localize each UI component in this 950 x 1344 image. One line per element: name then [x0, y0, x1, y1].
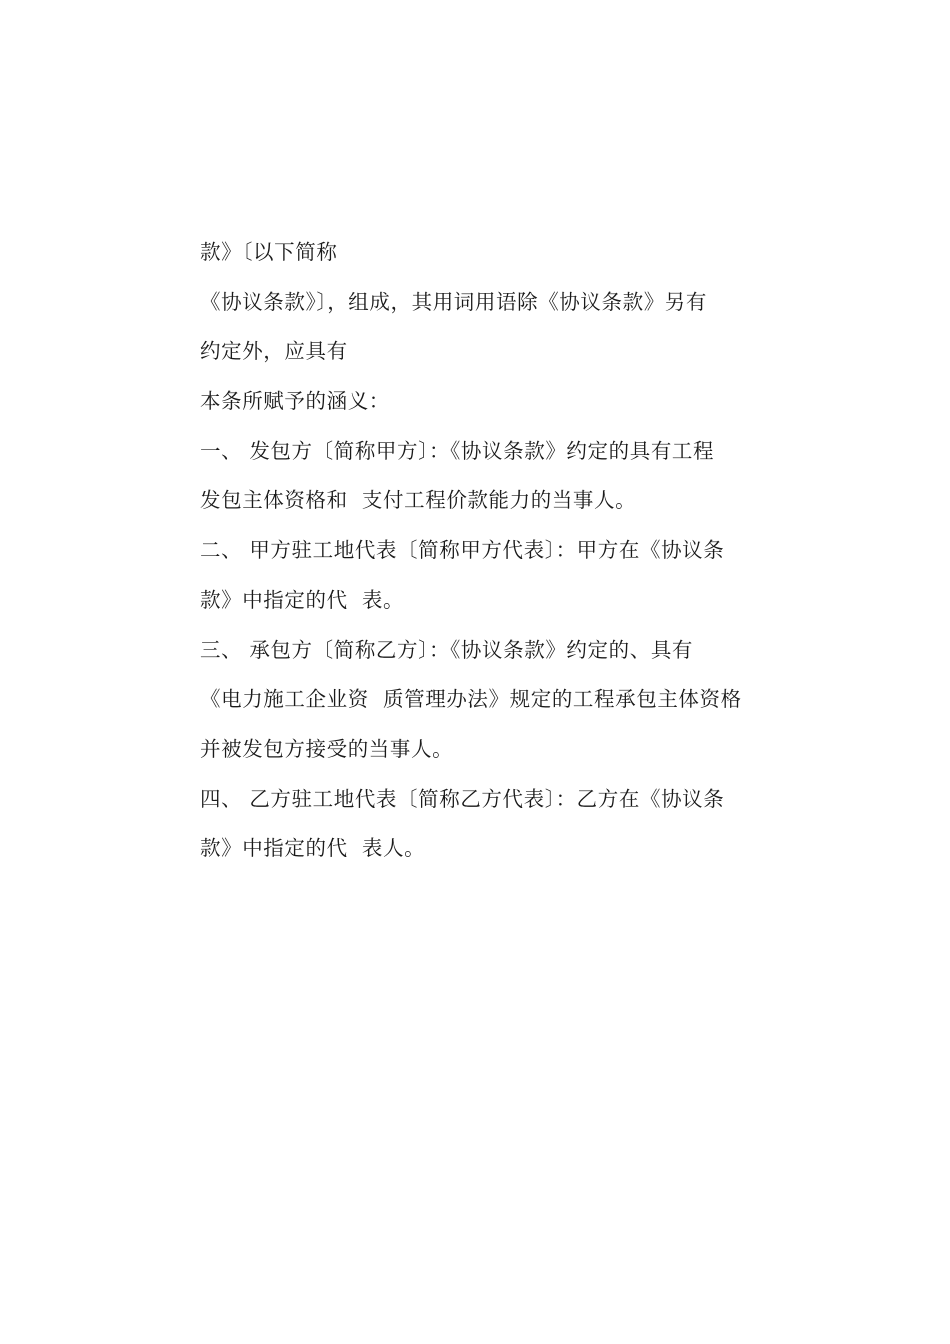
- document-body: [200, 228, 800, 874]
- text-line: 二、 甲方驻工地代表〔简称甲方代表〕：甲方在《协议条: [200, 538, 725, 563]
- text-line: 本条所赋予的涵义：: [200, 389, 390, 414]
- text-line: 约定外，应具有: [200, 339, 348, 364]
- text-line: 《协议条款》〕，组成，其用词用语除《协议条款》另有: [200, 289, 707, 314]
- text-line: 《电力施工企业资 质管理办法》规定的工程承包主体资格: [200, 687, 742, 712]
- text-line: 四、 乙方驻工地代表〔简称乙方代表〕：乙方在《协议条: [200, 786, 725, 811]
- text-line: 款》中指定的代 表。: [200, 587, 405, 612]
- text-line: 款》中指定的代 表人。: [200, 836, 426, 861]
- text-line: 款》〔以下简称: [200, 240, 338, 264]
- text-line: 并被发包方接受的当事人。: [200, 736, 454, 761]
- text-line: 一、 发包方〔简称甲方〕：《协议条款》约定的具有工程: [200, 438, 715, 463]
- text-line: 三、 承包方〔简称乙方〕：《协议条款》约定的、具有: [200, 637, 694, 662]
- text-line: 发包主体资格和 支付工程价款能力的当事人。: [200, 488, 637, 513]
